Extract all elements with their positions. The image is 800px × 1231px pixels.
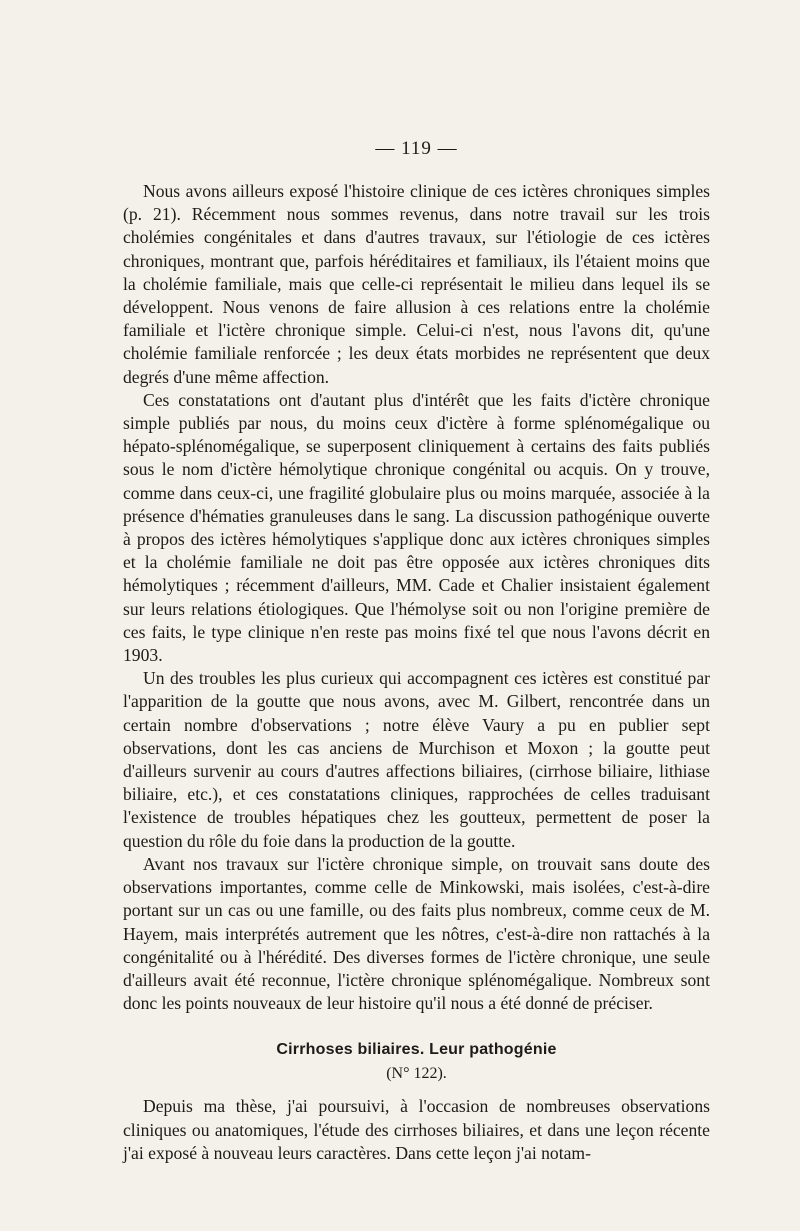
section-title: Cirrhoses biliaires. Leur pathogénie [276, 1041, 557, 1059]
body-text [123, 180, 710, 1015]
paragraph-constatations: Ces constatations ont d'autant plus d'intérêt que les faits d'ictère chronique simple publiés par nous, du moins ceux d'ictère à forme splénomégalique ou hépato-splénomégalique, se superposent cliniquement à certains des faits publiés sous le nom d'ictère hémolytique chronique congénital ou acquis. On y trouve, comme dans ceux-ci, une fragilité globulaire plus ou moins marquée, associée à la présence d'hématies granuleuses dans le sang. La discussion pathogénique ouverte à propos des ictères hémolytiques s'applique donc aux ictères chroniques simples et la cholémie familiale ne doit pas être opposée aux ictères chroniques dits hémolytiques ; récemment d'ailleurs, MM. Cade et Chalier insistaient également sur leurs relations étiologiques. Que l'hémolyse soit ou non l'origine première de ces faits, le type clinique n'en reste pas moins fixé tel que nous l'avons décrit en 1903. [123, 389, 710, 666]
paragraph-goutte: Un des troubles les plus curieux qui accompagnent ces ictères est constitué par l'apparition de la goutte que nous avons, avec M. Gilbert, rencontrée dans un certain nombre d'observations ; notre élève Vaury a pu en publier sept observations, dont les cas anciens de Murchison et Moxon ; la goutte peut d'ailleurs survenir au cours d'autres affections biliaires, (cirrhose biliaire, lithiase biliaire, etc.), et ces constatations cliniques, rapprochées de celles traduisant l'existence de troubles hépatiques chez les goutteux, permettent de poser la question du rôle du foie dans la production de la goutte. [123, 668, 710, 851]
section-reference: (N° 122). [386, 1065, 447, 1083]
section-cirrhoses-biliaires [123, 1041, 710, 1165]
page-number: — 119 — [375, 138, 458, 159]
paragraph-cirrhoses: Depuis ma thèse, j'ai poursuivi, à l'occasion de nombreuses observations cliniques ou anatomiques, l'étude des cirrhoses biliaires, et dans une leçon récente j'ai exposé à nouveau leurs caractères. Dans cette leçon j'ai notam- [123, 1096, 710, 1163]
section-body [123, 1095, 710, 1165]
paragraph-ictere-chronique-simple: Nous avons ailleurs exposé l'histoire clinique de ces ictères chroniques simples (p. 21). Récemment nous sommes revenus, dans notre travail sur les trois cholémies congénitales et dans d'autres travaux, sur l'étiologie de ces ictères chroniques, montrant que, parfois héréditaires et familiaux, ils l'étaient moins que la cholémie familiale, mais que celle-ci représentait le milieu dans lequel ils se développent. Nous venons de faire allusion à ces relations entre la cholémie familiale et l'ictère chronique simple. Celui-ci n'est, nous l'avons dit, qu'une cholémie familiale renforcée ; les deux états morbides ne représentent que deux degrés d'une même affection. [123, 181, 710, 387]
paragraph-travaux-anterieurs: Avant nos travaux sur l'ictère chronique simple, on trouvait sans doute des observations importantes, comme celle de Minkowski, mais isolées, c'est-à-dire portant sur un cas ou une famille, ou des faits plus nombreux, comme ceux de M. Hayem, mais interprétés autrement que les nôtres, c'est-à-dire non rattachés à la congénitalité ou à l'hérédité. Des diverses formes de l'ictère chronique, une seule d'ailleurs avait été reconnue, l'ictère chronique splénomégalique. Nombreux sont donc les points nouveaux de leur histoire qu'il nous a été donné de préciser. [123, 853, 710, 1014]
